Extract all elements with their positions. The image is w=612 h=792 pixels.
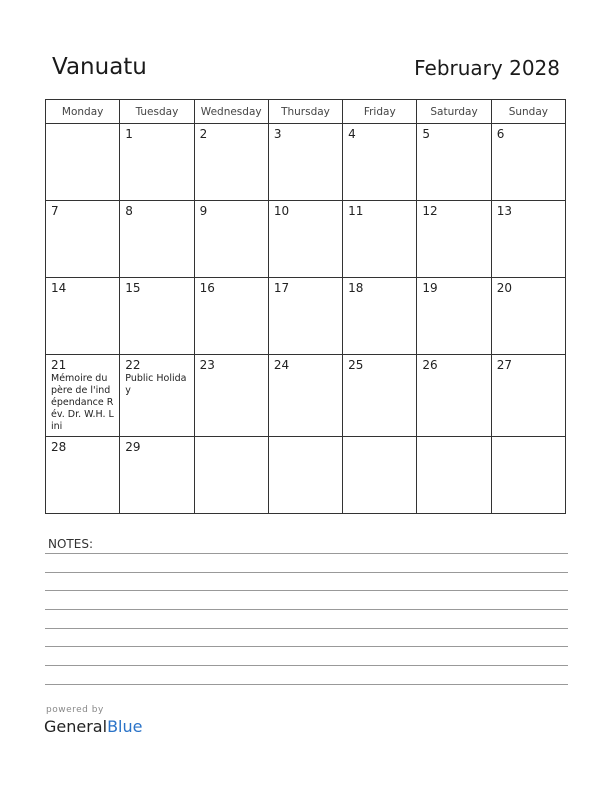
day-number: 9 [199, 204, 208, 218]
notes-line [45, 590, 568, 591]
day-cell [268, 201, 342, 278]
month-year-title: February 2028 [414, 56, 560, 80]
notes-line [45, 572, 568, 573]
day-number: 24 [273, 358, 290, 372]
day-number: 11 [348, 204, 364, 218]
day-number: 19 [422, 281, 438, 295]
notes-line [45, 553, 568, 554]
day-cell [491, 355, 565, 437]
day-cell [194, 437, 268, 514]
day-cell [417, 355, 491, 437]
day-cell [194, 278, 268, 355]
day-number: 8 [125, 204, 133, 218]
notes-line [45, 609, 568, 610]
day-number: 27 [496, 358, 512, 372]
generalblue-logo [44, 717, 142, 736]
day-cell [46, 201, 120, 278]
day-number: 16 [199, 281, 215, 295]
day-number: 23 [199, 358, 215, 372]
day-cell [417, 437, 491, 514]
calendar-body [46, 124, 566, 514]
day-number: 29 [125, 440, 141, 454]
weekday-tuesday: Tuesday [120, 100, 194, 124]
logo-blue: Blue [107, 717, 143, 736]
day-cell [120, 201, 194, 278]
day-number: 10 [273, 204, 290, 218]
day-cell [268, 355, 342, 437]
day-cell [343, 201, 417, 278]
calendar-week-row [46, 124, 566, 201]
notes-line [45, 646, 568, 647]
powered-by-text: powered by [46, 705, 104, 715]
day-cell [194, 355, 268, 437]
day-cell [491, 201, 565, 278]
day-number: 25 [348, 358, 364, 372]
day-cell [46, 124, 120, 201]
calendar-week-row [46, 437, 566, 514]
weekday-saturday: Saturday [417, 100, 491, 124]
day-number: 13 [496, 204, 512, 218]
weekday-sunday: Sunday [491, 100, 565, 124]
calendar-week-row [46, 201, 566, 278]
day-number: 14 [51, 281, 67, 295]
day-cell [343, 355, 417, 437]
notes-label: NOTES: [48, 537, 93, 551]
holiday-label: Mémoire du père de l'indépendance Rév. Dr. W.H. Lini [51, 373, 114, 432]
day-number: 2 [199, 127, 208, 141]
notes-line [45, 628, 568, 629]
day-number: 22 [125, 358, 141, 372]
day-number: 15 [125, 281, 141, 295]
day-cell [343, 124, 417, 201]
logo-general: General [44, 717, 108, 736]
notes-line [45, 665, 568, 666]
day-cell [417, 201, 491, 278]
weekday-wednesday: Wednesday [194, 100, 268, 124]
day-number: 26 [422, 358, 438, 372]
day-number: 1 [125, 127, 133, 141]
day-number: 17 [273, 281, 290, 295]
weekday-monday: Monday [46, 100, 120, 124]
day-cell [268, 124, 342, 201]
holiday-label: Public Holiday [125, 373, 187, 396]
day-number: 18 [348, 281, 364, 295]
day-cell [46, 437, 120, 514]
day-number: 3 [273, 127, 282, 141]
day-number: 5 [422, 127, 431, 141]
day-cell [120, 355, 194, 437]
weekday-thursday: Thursday [268, 100, 342, 124]
day-cell [343, 437, 417, 514]
weekday-header-row [46, 100, 566, 124]
day-cell [491, 124, 565, 201]
calendar-week-row [46, 355, 566, 437]
day-cell [268, 278, 342, 355]
day-number: 7 [51, 204, 59, 218]
day-cell [194, 124, 268, 201]
day-cell [268, 437, 342, 514]
day-cell [417, 124, 491, 201]
day-number: 21 [51, 358, 67, 372]
day-cell [194, 201, 268, 278]
day-cell [343, 278, 417, 355]
day-number: 28 [51, 440, 67, 454]
day-cell [491, 437, 565, 514]
day-cell [491, 278, 565, 355]
day-number: 4 [348, 127, 356, 141]
day-number: 6 [496, 127, 505, 141]
calendar-grid [45, 99, 566, 514]
day-cell [46, 355, 120, 437]
day-cell [120, 437, 194, 514]
weekday-friday: Friday [343, 100, 417, 124]
day-cell [417, 278, 491, 355]
day-cell [120, 124, 194, 201]
day-cell [120, 278, 194, 355]
notes-line [45, 684, 568, 685]
day-number: 12 [422, 204, 438, 218]
country-title: Vanuatu [52, 54, 147, 80]
day-number: 20 [496, 281, 512, 295]
day-cell [46, 278, 120, 355]
calendar-week-row [46, 278, 566, 355]
